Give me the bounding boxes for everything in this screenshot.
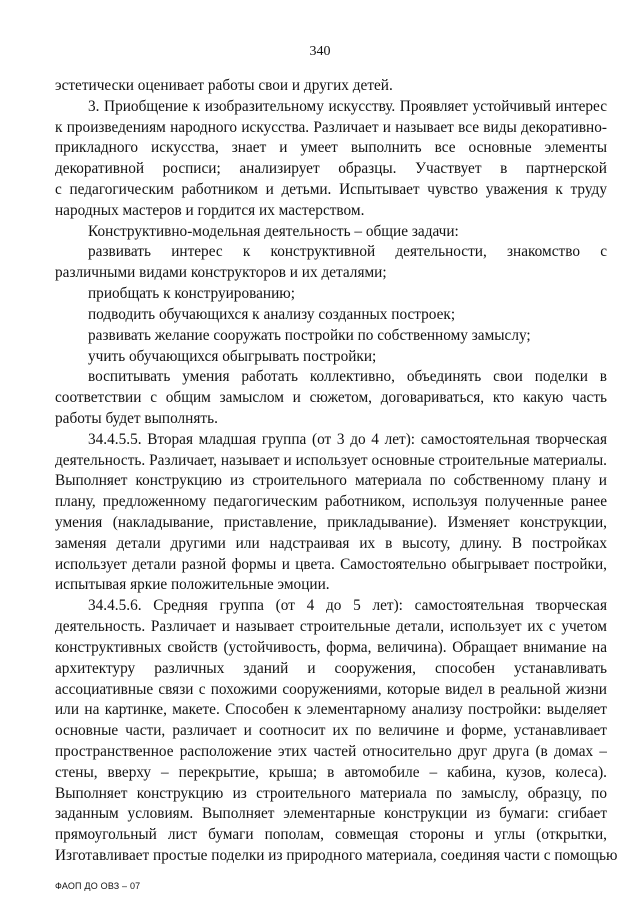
footer-label: ФАОП ДО ОВЗ – 07 [55, 881, 141, 891]
text-line: декоративной росписи; анализирует образцы. Участвует в партнерской [55, 160, 607, 177]
text-line: эстетически оценивает работы свои и других детей. [55, 77, 393, 94]
text-line: учить обучающихся обыгрывать постройки; [88, 348, 377, 365]
text-line: 3. Приобщение к изобразительному искусству. Проявляет устойчивый интерес [88, 98, 607, 115]
text-line: Конструктивно-модельная деятельность – общие задачи: [88, 223, 459, 240]
text-line: приобщать к конструированию; [88, 285, 295, 302]
text-line: конструктивных свойств (устойчивость, форма, величина). Обращает внимание на [55, 639, 607, 656]
text-line: умения (накладывание, приставление, прикладывание). Изменяет конструкции, [55, 514, 607, 531]
text-line: развивать желание сооружать постройки по собственному замыслу; [88, 327, 531, 344]
text-line: использует детали разной формы и цвета. Самостоятельно обыгрывает постройки, [55, 556, 607, 573]
text-line: 34.4.5.5. Вторая младшая группа (от 3 до 4 лет): самостоятельная творческая [88, 431, 607, 448]
text-line: деятельность. Различает, называет и использует основные строительные материалы. [55, 452, 607, 469]
text-line: Выполняет конструкцию из строительного материала по замыслу, образцу, по [55, 785, 607, 802]
text-line: воспитывать умения работать коллективно, объединять свои поделки в [88, 368, 607, 385]
text-line: к произведениям народного искусства. Различает и называет все виды декоративно- [55, 119, 607, 136]
text-line: заданным условиям. Выполняет элементарные конструкции из бумаги: сгибает [55, 805, 607, 822]
text-line: основные части, различает и соотносит их по величине и форме, устанавливает [55, 722, 607, 739]
text-line: плану, предложенному педагогическим работником, используя полученные ранее [55, 493, 607, 510]
text-line: соответствии с общим замыслом и сюжетом, договариваться, кто какую часть [55, 389, 607, 406]
text-line: прикладного искусства, знает и умеет выполнить все основные элементы [55, 139, 607, 156]
text-line: подводить обучающихся к анализу созданных построек; [88, 306, 456, 323]
text-line: народных мастеров и гордится их мастерством. [55, 202, 365, 219]
text-line: заменяя детали другими или надстраивая их в высоту, длину. В постройках [55, 535, 607, 552]
text-line: ассоциативные связи с похожими сооружениями, которые видел в реальной жизни [55, 681, 607, 698]
text-line: Изготавливает простые поделки из природного материала, соединяя части с помощью [55, 847, 618, 864]
text-line: прямоугольный лист бумаги пополам, совмещая стороны и углы (открытки, [55, 826, 607, 843]
text-line: работы будет выполнять. [55, 410, 218, 427]
text-line: или на картинке, макете. Способен к элементарному анализу постройки: выделяет [55, 701, 607, 718]
page-number: 340 [309, 44, 331, 59]
text-line: архитектуру различных зданий и сооружения, способен устанавливать [55, 660, 607, 677]
text-line: пространственное расположение этих частей относительно друг друга (в домах – [55, 743, 607, 760]
text-line: деятельность. Различает и называет строительные детали, использует их с учетом [55, 618, 607, 635]
text-line: Выполняет конструкцию из строительного материала по собственному плану и [55, 472, 607, 489]
text-line: 34.4.5.6. Средняя группа (от 4 до 5 лет): самостоятельная творческая [88, 597, 607, 614]
text-line: развивать интерес к конструктивной деятельности, знакомство с [88, 243, 607, 260]
text-line: с педагогическим работником и детьми. Испытывает чувство уважения к труду [55, 181, 607, 198]
text-line: стены, вверху – перекрытие, крыша; в автомобиле – кабина, кузов, колеса). [55, 764, 607, 781]
text-line: различными видами конструкторов и их деталями; [55, 264, 387, 281]
text-line: испытывая яркие положительные эмоции. [55, 576, 330, 593]
